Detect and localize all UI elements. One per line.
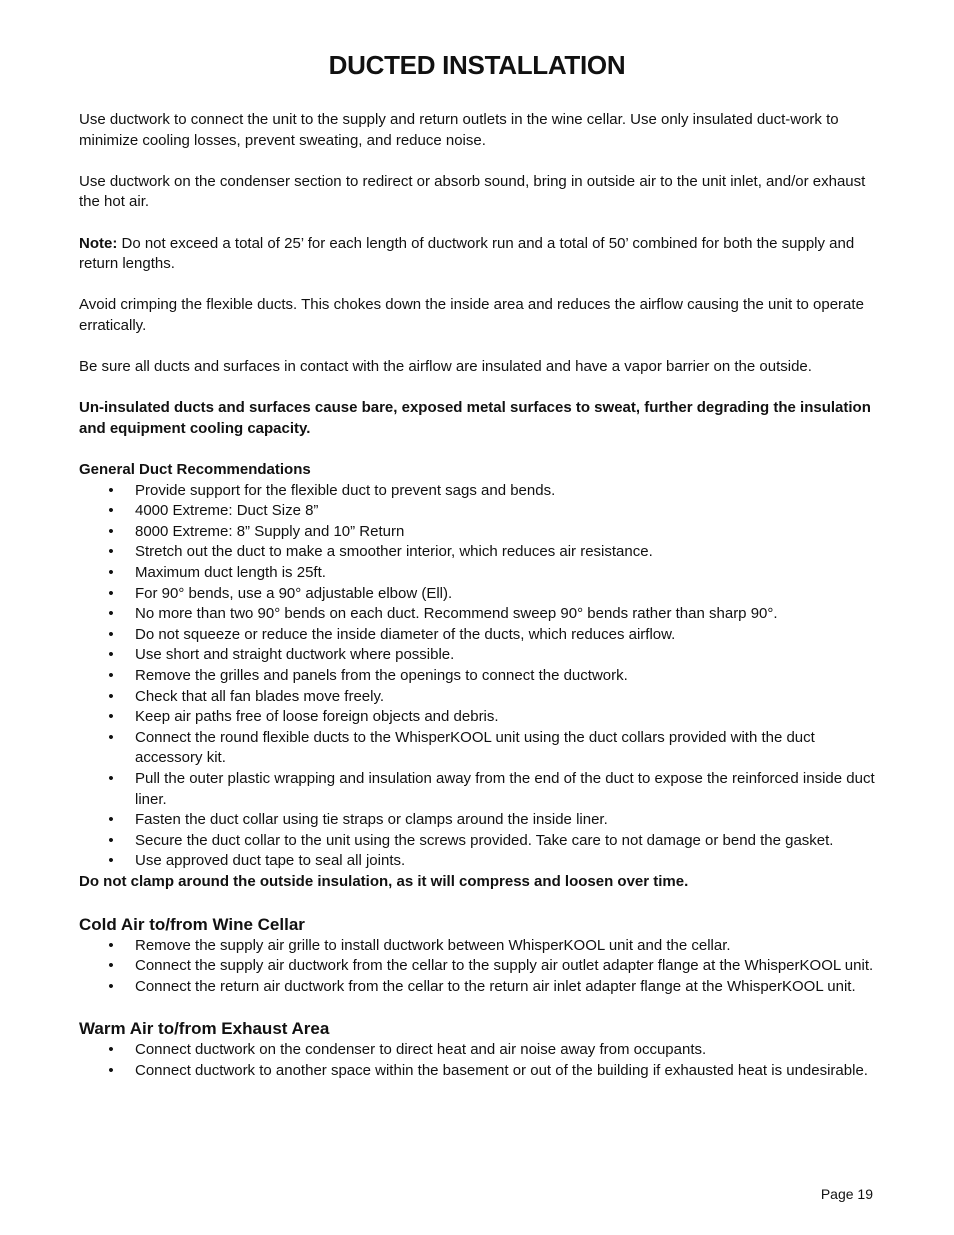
bullet-icon: • [108, 957, 114, 975]
list-item: • Connect the supply air ductwork from the cellar to the supply air outlet adapter flange at the WhisperKOOL unit. [79, 956, 879, 977]
note-text: Do not exceed a total of 25’ for each length of ductwork run and a total of 50’ combined for both the supply and return lengths. [79, 234, 855, 273]
list-item: • Use approved duct tape to seal all joints. [79, 851, 879, 872]
intro-paragraph: Use ductwork to connect the unit to the supply and return outlets in the wine cellar. Use only insulated duct-work to minimize cooling losses, prevent sweating, and reduce noise. [79, 111, 839, 149]
bullet-icon: • [108, 687, 114, 705]
bullet-icon: • [108, 564, 114, 582]
list-item: • Connect ductwork on the condenser to direct heat and air noise away from occupants. [79, 1040, 879, 1061]
bullet-icon: • [108, 605, 114, 623]
cold-air-heading: Cold Air to/from Wine Cellar [79, 914, 305, 934]
list-item: • Connect ductwork to another space within the basement or out of the building if exhausted heat is undesirable. [79, 1061, 879, 1082]
bullet-icon: • [108, 481, 114, 499]
bullet-icon: • [108, 646, 114, 664]
bullet-icon: • [108, 522, 114, 540]
list-item: • Pull the outer plastic wrapping and insulation away from the end of the duct to expose the reinforced inside duct liner. [79, 769, 879, 810]
bullet-icon: • [108, 936, 114, 954]
list-item: • Maximum duct length is 25ft. [79, 563, 879, 584]
bullet-icon: • [108, 977, 114, 995]
bullet-icon: • [108, 708, 114, 726]
vapor-barrier-paragraph: Be sure all ducts and surfaces in contact with the airflow are insulated and have a vapor barrier on the outside. [79, 358, 812, 376]
bullet-icon: • [108, 584, 114, 602]
page-title: DUCTED INSTALLATION [328, 50, 626, 80]
list-item: • For 90° bends, use a 90° adjustable elbow (Ell). [79, 584, 879, 605]
condenser-paragraph: Use ductwork on the condenser section to redirect or absorb sound, bring in outside air to the unit inlet, and/or exhaust the hot air. [79, 172, 866, 211]
list-item: • Fasten the duct collar using tie straps or clamps around the inside liner. [79, 810, 879, 831]
bullet-icon: • [108, 770, 114, 787]
bullet-icon: • [108, 502, 114, 520]
list-item: • Remove the grilles and panels from the openings to connect the ductwork. [79, 666, 879, 687]
insulation-warning: Un-insulated ducts and surfaces cause bare, exposed metal surfaces to sweat, further degrading the insulation and equipment cooling capacity. [79, 399, 871, 437]
general-recommendations-list [79, 481, 879, 872]
bullet-icon: • [108, 852, 114, 870]
crimping-paragraph: Avoid crimping the flexible ducts. This chokes down the inside area and reduces the airflow causing the unit to operate erratically. [79, 296, 864, 334]
warm-air-list [79, 1040, 879, 1081]
bullet-icon: • [108, 543, 114, 561]
warm-air-heading: Warm Air to/from Exhaust Area [79, 1019, 330, 1039]
general-recommendations-heading: General Duct Recommendations [79, 461, 311, 479]
bullet-icon: • [108, 667, 114, 685]
bullet-icon: • [108, 625, 114, 643]
note-label: Note: [79, 234, 118, 252]
list-item: • Keep air paths free of loose foreign objects and debris. [79, 707, 879, 728]
list-item: • Do not squeeze or reduce the inside diameter of the ducts, which reduces airflow. [79, 625, 879, 646]
list-item: • Secure the duct collar to the unit using the screws provided. Take care to not damage or bend the gasket. [79, 831, 879, 852]
list-item: • Use short and straight ductwork where possible. [79, 645, 879, 666]
list-item: • Stretch out the duct to make a smoother interior, which reduces air resistance. [79, 542, 879, 563]
page-number: Page 19 [820, 1186, 873, 1202]
page-content [79, 110, 879, 1082]
bullet-icon: • [108, 1061, 114, 1079]
bullet-icon: • [108, 811, 114, 829]
bullet-icon: • [108, 831, 114, 849]
list-item: • Connect the return air ductwork from the cellar to the return air inlet adapter flange at the WhisperKOOL unit. [79, 977, 879, 998]
list-item: • Check that all fan blades move freely. [79, 687, 879, 708]
list-item: • Connect the round flexible ducts to the WhisperKOOL unit using the duct collars provided with the duct accessory kit. [79, 728, 879, 769]
note-paragraph [79, 234, 879, 275]
cold-air-list [79, 936, 879, 998]
list-item: • 8000 Extreme: 8” Supply and 10” Return [79, 522, 879, 543]
bullet-icon: • [108, 728, 114, 746]
bullet-icon: • [108, 1041, 114, 1059]
clamp-warning: Do not clamp around the outside insulation, as it will compress and loosen over time. [79, 872, 689, 890]
list-item: • Remove the supply air grille to install ductwork between WhisperKOOL unit and the cellar. [79, 936, 879, 957]
list-item: • Provide support for the flexible duct to prevent sags and bends. [79, 481, 879, 502]
list-item: • No more than two 90° bends on each duct. Recommend sweep 90° bends rather than sharp 90°. [79, 604, 879, 625]
list-item: • 4000 Extreme: Duct Size 8” [79, 501, 879, 522]
